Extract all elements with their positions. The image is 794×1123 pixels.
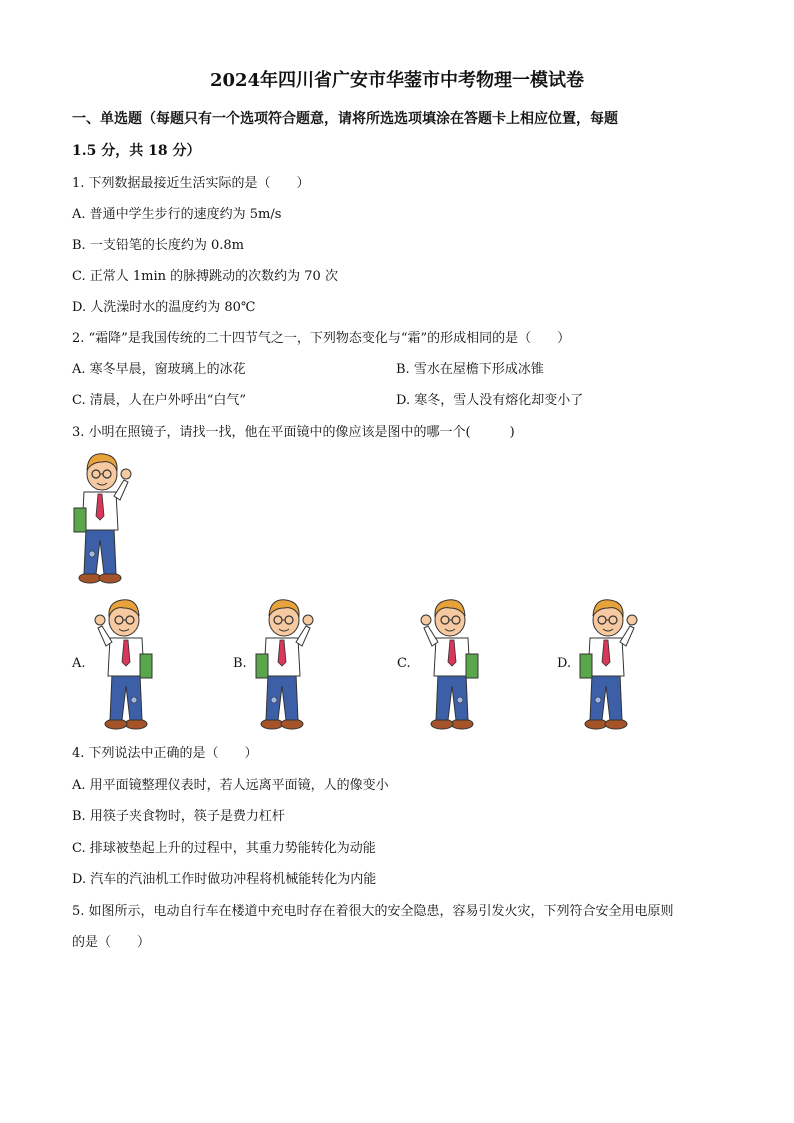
q1-stem: 1. 下列数据最接近生活实际的是（ ） (72, 176, 310, 191)
q4-stem: 4. 下列说法中正确的是（ ） (72, 746, 258, 761)
q4-option-c: C. 排球被垫起上升的过程中，其重力势能转化为动能 (72, 841, 376, 856)
q3-stem: 3. 小明在照镜子，请找一找，他在平面镜中的像应该是图中的哪一个( ) (72, 425, 515, 440)
q1-option-a: A. 普通中学生步行的速度约为 5m/s (72, 207, 282, 222)
q2-option-d: D. 寒冬，雪人没有熔化却变小了 (396, 393, 584, 408)
q4-option-a: A. 用平面镜整理仪表时，若人远离平面镜，人的像变小 (72, 778, 389, 793)
q1-option-b: B. 一支铅笔的长度约为 0.8m (72, 238, 244, 253)
section-heading-line1: 一、单选题（每题只有一个选项符合题意，请将所选选项填涂在答题卡上相应位置，每题 (72, 111, 618, 127)
page-title: 2024年四川省广安市华蓥市中考物理一模试卷 (209, 70, 585, 91)
q4-option-b: B. 用筷子夹食物时，筷子是费力杠杆 (72, 809, 285, 824)
boy-option-c-figure (416, 596, 480, 734)
q4-option-d: D. 汽车的汽油机工作时做功冲程将机械能转化为内能 (72, 872, 377, 887)
q5-stem-line1: 5. 如图所示，电动自行车在楼道中充电时存在着很大的安全隐患，容易引发火灾，下列符合安全用电原则 (72, 904, 674, 919)
section-heading-line2: 1.5 分，共 18 分） (72, 143, 201, 159)
q5-stem-line2: 的是（ ） (72, 935, 151, 950)
boy-original-figure (72, 450, 136, 588)
q2-option-b: B. 雪水在屋檐下形成冰锥 (396, 362, 544, 377)
q1-option-c: C. 正常人 1min 的脉搏跳动的次数约为 70 次 (72, 269, 338, 284)
q3-option-b-label: B. (233, 656, 247, 671)
q2-option-c: C. 清晨，人在户外呼出“白气” (72, 393, 247, 408)
boy-option-b-figure (254, 596, 318, 734)
q3-option-c-label: C. (397, 656, 411, 671)
boy-option-a-figure (90, 596, 154, 734)
q2-stem: 2. “霜降”是我国传统的二十四节气之一，下列物态变化与“霜”的形成相同的是（ ） (72, 331, 571, 346)
boy-option-d-figure (578, 596, 642, 734)
q1-option-d: D. 人洗澡时水的温度约为 80℃ (72, 300, 256, 315)
q3-option-d-label: D. (557, 656, 572, 671)
q2-option-a: A. 寒冬早晨，窗玻璃上的冰花 (72, 362, 246, 377)
q3-option-a-label: A. (72, 656, 86, 671)
